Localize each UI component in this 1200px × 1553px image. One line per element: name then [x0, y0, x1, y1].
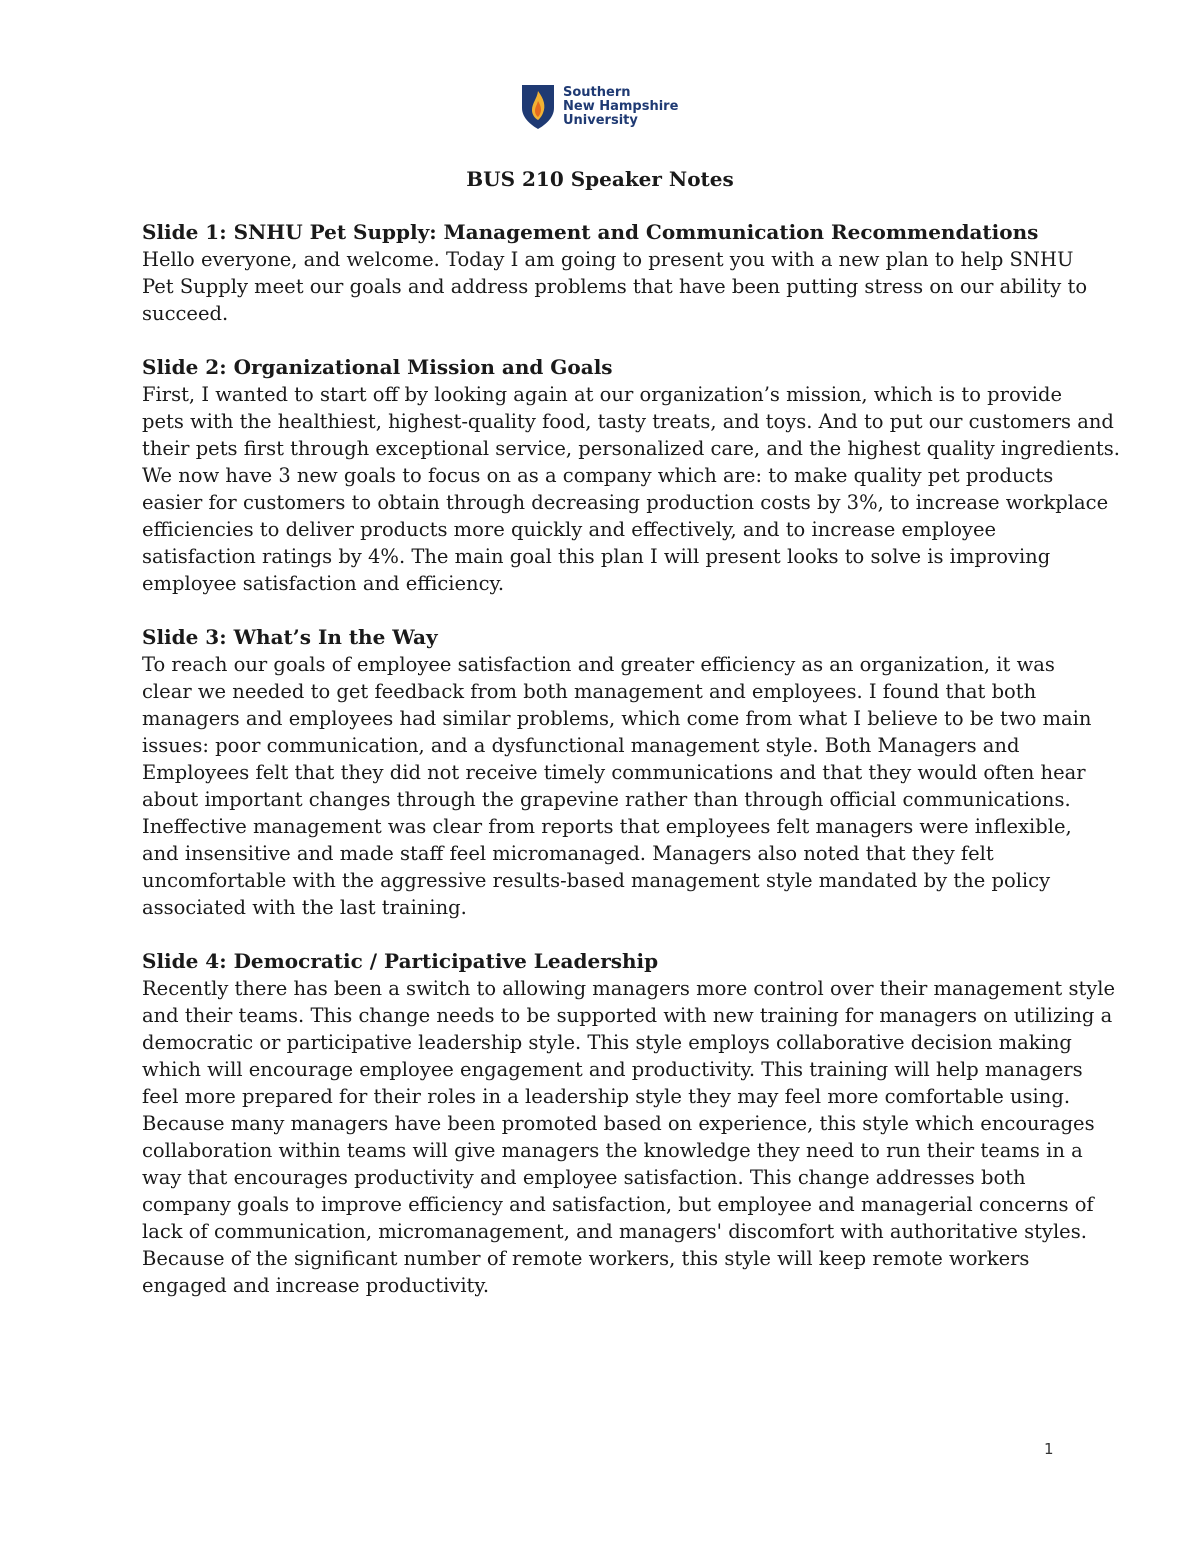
text-line: engaged and increase productivity. [142, 1274, 490, 1297]
snhu-shield-flame-icon [521, 84, 555, 130]
section-heading: Slide 1: SNHU Pet Supply: Management and Communication Recommendations [142, 220, 1039, 244]
text-line: associated with the last training. [142, 896, 467, 919]
text-line: which will encourage employee engagement and productivity. This training will help managers [142, 1058, 1083, 1081]
text-line: company goals to improve efficiency and satisfaction, but employee and managerial concerns of [142, 1193, 1094, 1216]
snhu-logo [521, 84, 678, 130]
section-slide-2 [142, 354, 1120, 597]
section-heading: Slide 2: Organizational Mission and Goals [142, 355, 613, 379]
text-line: Pet Supply meet our goals and address problems that have been putting stress on our ability to [142, 275, 1088, 298]
text-line: succeed. [142, 302, 229, 325]
text-line: issues: poor communication, and a dysfunctional management style. Both Managers and [142, 734, 1020, 757]
text-line: Recently there has been a switch to allowing managers more control over their management style [142, 977, 1116, 1000]
text-line: and their teams. This change needs to be supported with new training for managers on utilizing a [142, 1004, 1113, 1027]
logo-line: Southern [563, 85, 631, 100]
text-line: pets with the healthiest, highest-quality food, tasty treats, and toys. And to put our customers and [142, 410, 1114, 433]
text-line: democratic or participative leadership style. This style employs collaborative decision making [142, 1031, 1072, 1054]
text-line: To reach our goals of employee satisfaction and greater efficiency as an organization, it was [142, 653, 1055, 676]
text-line: their pets first through exceptional service, personalized care, and the highest quality ingredients. [142, 437, 1120, 460]
document-body [142, 219, 1120, 1326]
text-line: way that encourages productivity and employee satisfaction. This change addresses both [142, 1166, 1026, 1189]
document-title: BUS 210 Speaker Notes [466, 167, 734, 191]
text-line: Ineffective management was clear from reports that employees felt managers were inflexible, [142, 815, 1072, 838]
text-line: lack of communication, micromanagement, and managers' discomfort with authoritative styles. [142, 1220, 1087, 1243]
text-line: uncomfortable with the aggressive results-based management style mandated by the policy [142, 869, 1051, 892]
section-heading: Slide 4: Democratic / Participative Leadership [142, 949, 659, 973]
logo-line: University [563, 113, 638, 128]
text-line: about important changes through the grapevine rather than through official communications. [142, 788, 1071, 811]
text-line: Employees felt that they did not receive timely communications and that they would often hear [142, 761, 1086, 784]
text-line: Hello everyone, and welcome. Today I am going to present you with a new plan to help SNHU [142, 248, 1074, 271]
text-line: efficiencies to deliver products more quickly and effectively, and to increase employee [142, 518, 997, 541]
section-slide-4 [142, 948, 1116, 1299]
text-line: employee satisfaction and efficiency. [142, 572, 505, 595]
text-line: clear we needed to get feedback from both management and employees. I found that both [142, 680, 1037, 703]
text-line: We now have 3 new goals to focus on as a company which are: to make quality pet products [142, 464, 1054, 487]
text-line: and insensitive and made staff feel micromanaged. Managers also noted that they felt [142, 842, 994, 865]
text-line: Because many managers have been promoted based on experience, this style which encourages [142, 1112, 1095, 1135]
section-slide-1 [142, 219, 1088, 327]
logo-line: New Hampshire [563, 99, 679, 114]
page-number: 1 [1044, 1440, 1054, 1458]
text-line: First, I wanted to start off by looking again at our organization’s mission, which is to provide [142, 383, 1062, 406]
text-line: collaboration within teams will give managers the knowledge they need to run their teams in a [142, 1139, 1083, 1162]
text-line: feel more prepared for their roles in a leadership style they may feel more comfortable using. [142, 1085, 1071, 1108]
section-heading: Slide 3: What’s In the Way [142, 625, 438, 649]
text-line: Because of the significant number of remote workers, this style will keep remote workers [142, 1247, 1030, 1270]
logo-wordmark [563, 86, 678, 128]
section-slide-3 [142, 624, 1092, 921]
text-line: easier for customers to obtain through decreasing production costs by 3%, to increase workplace [142, 491, 1109, 514]
text-line: managers and employees had similar problems, which come from what I believe to be two main [142, 707, 1092, 730]
text-line: satisfaction ratings by 4%. The main goal this plan I will present looks to solve is improving [142, 545, 1051, 568]
